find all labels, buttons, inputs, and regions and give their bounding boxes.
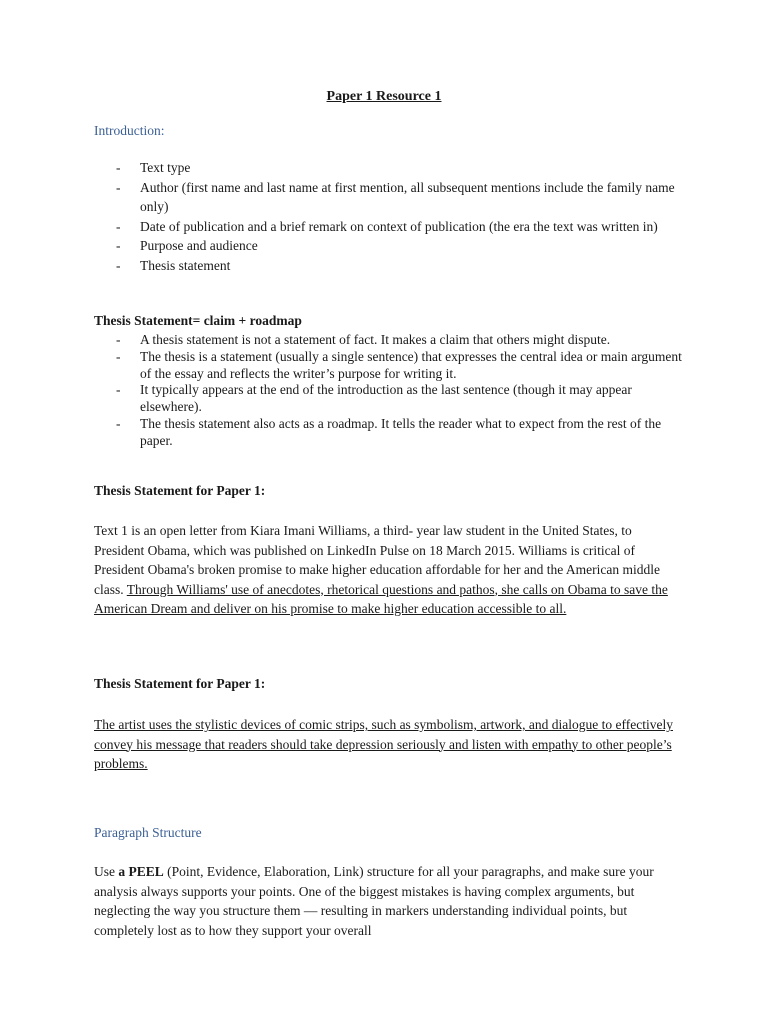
bullet-dash: - (116, 218, 121, 234)
thesis-statement-2-heading: Thesis Statement for Paper 1: (94, 676, 266, 691)
bullet-dash: - (116, 348, 121, 364)
list-item: - Purpose and audience (94, 236, 684, 256)
thesis-definition-heading: Thesis Statement= claim + roadmap (94, 313, 302, 328)
paragraph-structure-heading: Paragraph Structure (94, 825, 202, 840)
bullet-dash: - (116, 382, 121, 398)
list-item: - The thesis is a statement (usually a single sentence) that expresses the central idea or main argument of the essay and reflects the writer’s purpose for writing it. (116, 348, 682, 381)
introduction-heading: Introduction: (94, 123, 165, 138)
thesis-definition-list (94, 332, 684, 450)
introduction-list (94, 158, 684, 275)
list-item: - Text type (94, 158, 684, 178)
bullet-dash: - (116, 238, 121, 253)
list-item: - Thesis statement (94, 256, 684, 276)
bullet-dash: - (116, 179, 121, 195)
thesis-statement-2-claim: The artist uses the stylistic devices of comic strips, such as symbolism, artwork, and dialogue to effectively convey his message that readers should take depression seriously and listen with empathy to other people’s problems. (94, 717, 673, 771)
thesis-statement-1-text: Text 1 is an open letter from Kiara Imani Williams, a third- year law student in the United States, to President Obama, which was published on LinkedIn Pulse on 18 March 2015. Williams is critical of President Obama's broken promise to make higher education affordable for her and the American middle class. (94, 523, 660, 597)
page-title: Paper 1 Resource 1 (326, 89, 442, 104)
thesis-statement-1-claim: Through Williams' use of anecdotes, rhetorical questions and pathos, she calls on Obama to save the American Dream and deliver on his promise to make higher education accessible to all. (94, 581, 668, 616)
paragraph-structure-text: Use a PEEL (Point, Evidence, Elaboration, Link) structure for all your paragraphs, and make sure your analysis always supports your points. One of the biggest mistakes is having complex arguments, but neglecting the way you structure them — resulting in markers understanding individual points, but completely lost as to how they support your overall (94, 864, 654, 938)
thesis-statement-1-heading: Thesis Statement for Paper 1: (94, 483, 266, 498)
list-item: - A thesis statement is not a statement of fact. It makes a claim that others might dispute. (116, 332, 611, 347)
bullet-dash: - (116, 160, 121, 175)
peel-term: a PEEL (118, 864, 164, 879)
thesis-statement-1-paragraph (94, 521, 684, 619)
bullet-dash: - (116, 257, 121, 273)
list-item: - It typically appears at the end of the introduction as the last sentence (though it may appear elsewhere). (116, 382, 632, 415)
list-item: - The thesis statement also acts as a roadmap. It tells the reader what to expect from the rest of the paper. (116, 415, 662, 448)
bullet-dash: - (116, 332, 121, 347)
thesis-statement-2-paragraph (94, 715, 684, 774)
list-item: - Date of publication and a brief remark on context of publication (the era the text was written in) (94, 217, 684, 237)
list-item: - Author (first name and last name at first mention, all subsequent mentions include the family name only) (116, 179, 675, 214)
bullet-dash: - (116, 415, 121, 431)
